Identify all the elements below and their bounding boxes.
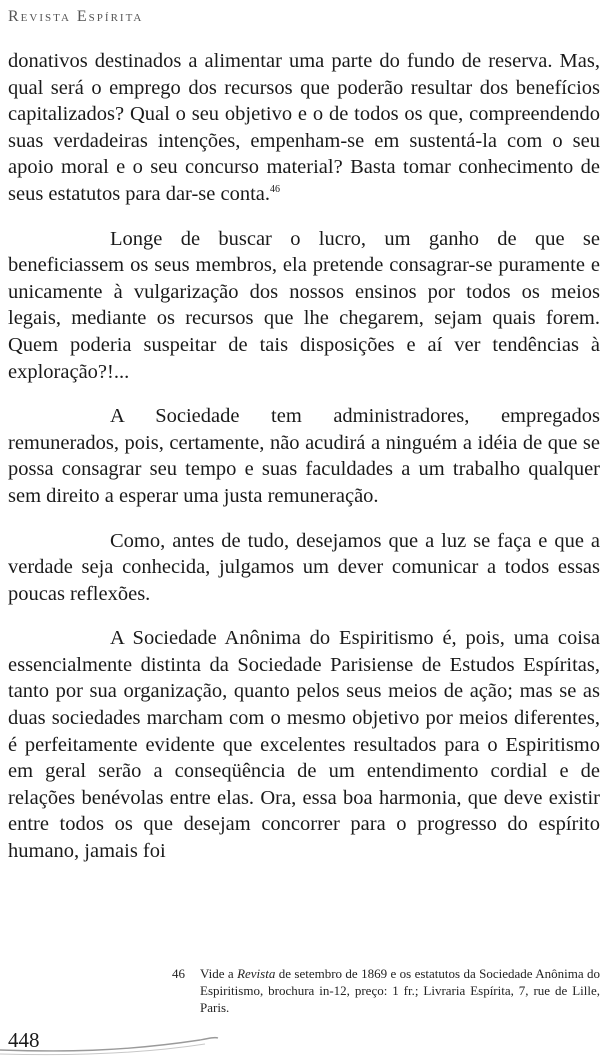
paragraph-text: Longe de buscar o lucro, um ganho de que se beneficiassem os seus membros, ela pretende consagrar-se puramente e unicamente à vulgarização dos nossos ensinos por todos os meios legais, mediante os recursos que lhe chegarem, sejam quais forem. Quem poderia suspeitar de tais disposições e aí ver tendências à exploração?!... — [8, 227, 600, 383]
paragraph-4 — [8, 528, 600, 608]
footnote-number: 46 — [172, 966, 185, 981]
paragraph-5 — [8, 625, 600, 864]
footnote-text — [178, 966, 600, 1016]
paragraph-text: donativos destinados a alimentar uma parte do fundo de reserva. Mas, qual será o emprego dos recursos que poderão resultar dos benefícios capitalizados? Qual o seu objetivo e o de todos os que, compreendendo suas verdadeiras intenções, empenham-se em sustentá-la com o seu apoio moral e o seu concurso material? Basta tomar conhecimento de seus estatutos para dar-se conta. — [8, 50, 600, 205]
page-number: 448 — [8, 1028, 40, 1052]
paragraph-2 — [8, 226, 600, 386]
paragraph-text: A Sociedade Anônima do Espiritismo é, pois, uma coisa essencialmente distinta da Sociedade Parisiense de Estudos Espíritas, tanto por sua organização, quanto pelos seus meios de ação; mas se as duas sociedades marcham com o mesmo objetivo por meios diferentes, é perfeitamente evidente que excelentes resultados para o Espiritismo em geral serão a conseqüência de um entendimento cordial e de relações benévolas entre elas. Ora, essa boa harmonia, que deve existir entre todos os que desejam concorrer para o progresso do espírito humano, jamais foi — [8, 627, 600, 863]
running-header: Revista Espírita — [8, 8, 144, 25]
footnote-prefix: Vide a — [200, 966, 234, 981]
paragraph-3 — [8, 403, 600, 509]
page-body — [8, 48, 600, 883]
footnote-journal-title: Revista — [237, 966, 276, 981]
paragraph-1 — [8, 48, 600, 208]
footnote — [172, 966, 601, 1016]
footnote-reference[interactable]: 46 — [270, 184, 281, 196]
footnote-rest: de setembro de 1869 e os estatutos da Sociedade Anônima do Espiritismo, brochura in-12, preço: 1 fr.; Livraria Espírita, 7, rue de Lille, Paris. — [200, 966, 601, 1015]
paragraph-text: Como, antes de tudo, desejamos que a luz se faça e que a verdade seja conhecida, julgamos um dever comunicar a todos essas poucas reflexões. — [8, 529, 600, 605]
paragraph-text: A Sociedade tem administradores, empregados remunerados, pois, certamente, não acudirá a ninguém a idéia de que se possa consagrar seu tempo e suas faculdades a um trabalho qualquer sem direito a esperar uma justa remuneração. — [8, 405, 600, 507]
